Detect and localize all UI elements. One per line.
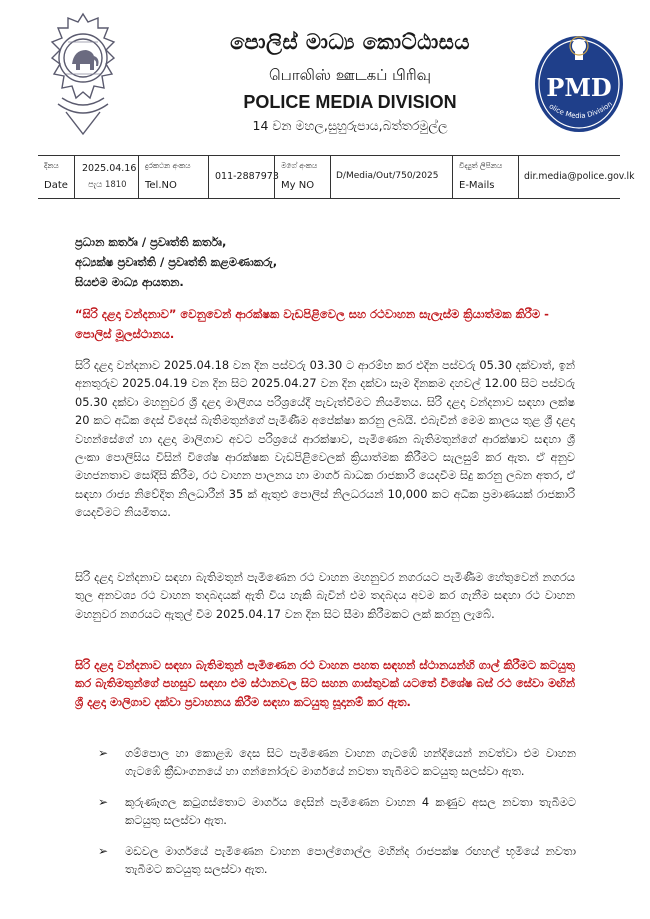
pmd-logo: [533, 22, 625, 136]
list-item: [98, 793, 576, 830]
email-label-english: E-Mails: [459, 180, 495, 191]
myno-label-english: My NO: [281, 180, 315, 191]
arrow-bullet-icon: ➢: [98, 794, 109, 809]
date-label-sinhala: දිනය: [44, 161, 59, 170]
arrow-bullet-icon: ➢: [98, 843, 109, 858]
division-title-english: POLICE MEDIA DIVISION: [243, 92, 457, 112]
myno-value-cell: [330, 156, 449, 198]
tel-label-english: Tel.NO: [145, 180, 177, 191]
division-title-sinhala: පොලිස් මාධ්‍ය කොට්ඨාසය: [230, 30, 470, 54]
list-item-text: ගම්පොල හා කොළඹ දෙස සිට පැමිණෙන වාහන ගැටඹේ හන්දියෙන් නවත්වා එම වාහන ගැටඹේ ක්‍රීඩාංගනයේ හා ගන්නෝරුව මාර්ගයේ නවතා තැබීමට කටයුතු සලස්වා ඇත.: [125, 746, 576, 779]
email-value: dir.media@police.gov.lk: [524, 171, 635, 182]
parking-locations-list: [98, 744, 576, 890]
letter-info-bar: [38, 155, 635, 199]
list-item-text: කුරුණෑගල කටුගස්තොට මාර්ගය දෙසින් පැමිණෙන වාහන 4 කණුව අසල නවතා තැබීමට කටයුතු සලස්වා ඇත.: [125, 794, 576, 828]
myno-value: D/Media/Out/750/2025: [336, 171, 439, 181]
addressee-line: ප්‍රධාන කර්තෘ / ප්‍රවෘත්ති කර්තෘ,: [75, 235, 227, 249]
addressee-line: අධ්‍යක්ෂ ප්‍රවෘත්ති / ප්‍රවෘත්ති කළමණාකරු,: [75, 255, 278, 269]
pmd-logo-text: PMD: [546, 73, 612, 102]
list-item: [98, 744, 576, 781]
myno-label-sinhala: මගේ අංකය: [281, 161, 318, 170]
list-item-text: මඩවල මාර්ගයේ පැමිණෙන වාහන පොල්ගොල්ල මහින්ද රාජපක්ෂ රඟහල් භූමියේ නවතා තැබීමට කටයුතු සලස්වා ඇත.: [125, 843, 576, 877]
addressee-block: [75, 232, 575, 292]
arrow-bullet-icon: ➢: [98, 746, 109, 760]
paragraph-parking-arrangements: සිරි දළදා වන්දනාව සඳහා බැතිමතුන් පැමිණෙන රථ වාහන පහත සඳහන් ස්ථානයන්හි ගාල් කිරීමට කටයුතු කර බැතිමතුන්ගේ පහසුව සඳහා එම ස්ථානවල සිට සහන ගාස්තුවක් යටතේ විශේෂ බස් රථ සේවා මඟින් ශ්‍රී දළදා මාලිගාව දක්වා ප්‍රවාහනය කිරීම සඳහා කටයුතු සූදානම් කර ඇත.: [75, 658, 575, 709]
addressee-line: සියළුම මාධ්‍ය ආයතන.: [75, 275, 184, 289]
email-label-sinhala: විද්‍යුත් ලිපිනය: [459, 161, 503, 170]
email-cell: [452, 156, 517, 198]
time-value: පැය 1810: [88, 180, 127, 190]
date-value: 2025.04.16: [82, 163, 137, 174]
list-item: [98, 842, 576, 879]
divider: [74, 156, 75, 198]
paragraph-security-plan: සිරි දළදා වන්දනාව 2025.04.18 වන දින පස්වරු 03.30 ට ආරම්භ කර එදින පස්වරු 05.30 දක්වාත්, ඉන් අනතුරුව 2025.04.19 වන දින සිට 2025.04.27 වන දින දක්වා සෑම දිනකම දහවල් 12.00 සිට පස්වරු 05.30 දක්වා මහනුවර ශ්‍රී දළදා මාලිගය පරිශ්‍රයේදී පැවැත්වීමට නියමිතය. සිරි දළදා වන්දනාව සඳහා ලක්ෂ 20 කට අධික දෙස් විදෙස් බැතිමතුන්ගේ පැමිණීම අපේක්ෂා කරනු ලබයි. එබැවින් මෙම කාලය තුළ ශ්‍රී දළදා වහන්සේගේ හා දළදා මාලිගාව අවට පරිශ්‍රයේ ආරක්ෂාව, පැමිණෙන බැතිමතුන්ගේ ආරක්ෂාව සඳහා ශ්‍රී ලංකා පොලිසිය විසින් විශේෂ ආරක්ෂක වැඩපිළිවෙලක් ක්‍රියාත්මක කිරීමට සැලසුම් කර ඇත. ඒ අනුව මහජනතාව සෝදිසි කිරීම, රථ වාහන පාලනය හා මාර්ග බාධක රාජකාරි යෙදවීම සිදු කරනු ලබන අතර, ඒ සඳහා රාජ්‍ය නිවේදිත නිලධාරීන් 35 ක් ඇතුළු පොලිස් නිලධරයන් 10,000 කට අධික ප්‍රමාණයක් රාජකාරි යෙදවීමට නියමිතය.: [75, 358, 575, 520]
email-value-cell: [518, 156, 635, 198]
police-crest-logo: [40, 12, 126, 136]
division-address: 14 වන මහල,සුහුරුපාය,බත්තරමුල්ල: [252, 118, 448, 133]
tel-value: 011-2887973: [215, 171, 279, 182]
date-label-english: Date: [44, 180, 68, 191]
division-title-tamil: பொலிஸ் ஊடகப் பிரிவு: [268, 66, 431, 84]
subject-heading: “සිරි දළදා වන්දනාව” වෙනුවෙන් ආරක්ෂක වැඩපිළිවෙල සහ රථවාහන සැලැස්ම ක්‍රියාත්මක කිරීම - පොලිස් මූලස්ථානය.: [75, 307, 549, 341]
paragraph-traffic-restriction: සිරි දළදා වන්දනාව සඳහා බැතිමතුන් පැමිණෙන රථ වාහන මහනුවර නගරයට පැමිණීම හේතුවෙන් නගරය තුල අනවශ්‍ය රථ වාහන තදබදයක් ඇති විය හැකි බැවින් එම තදබදය අවම කර ගැනීම සඳහා රථ වාහන මහනුවර නගරයට ඇතුල් වීම 2025.04.17 වන දින සිට සීමා කිරීමකට ලක් කරනු ලැබේ.: [75, 570, 575, 621]
date-cell: [38, 156, 137, 198]
pmd-logo-caption: olice Media Division: [547, 99, 614, 121]
tel-label-sinhala: දුරකථන අංකය: [145, 161, 191, 170]
